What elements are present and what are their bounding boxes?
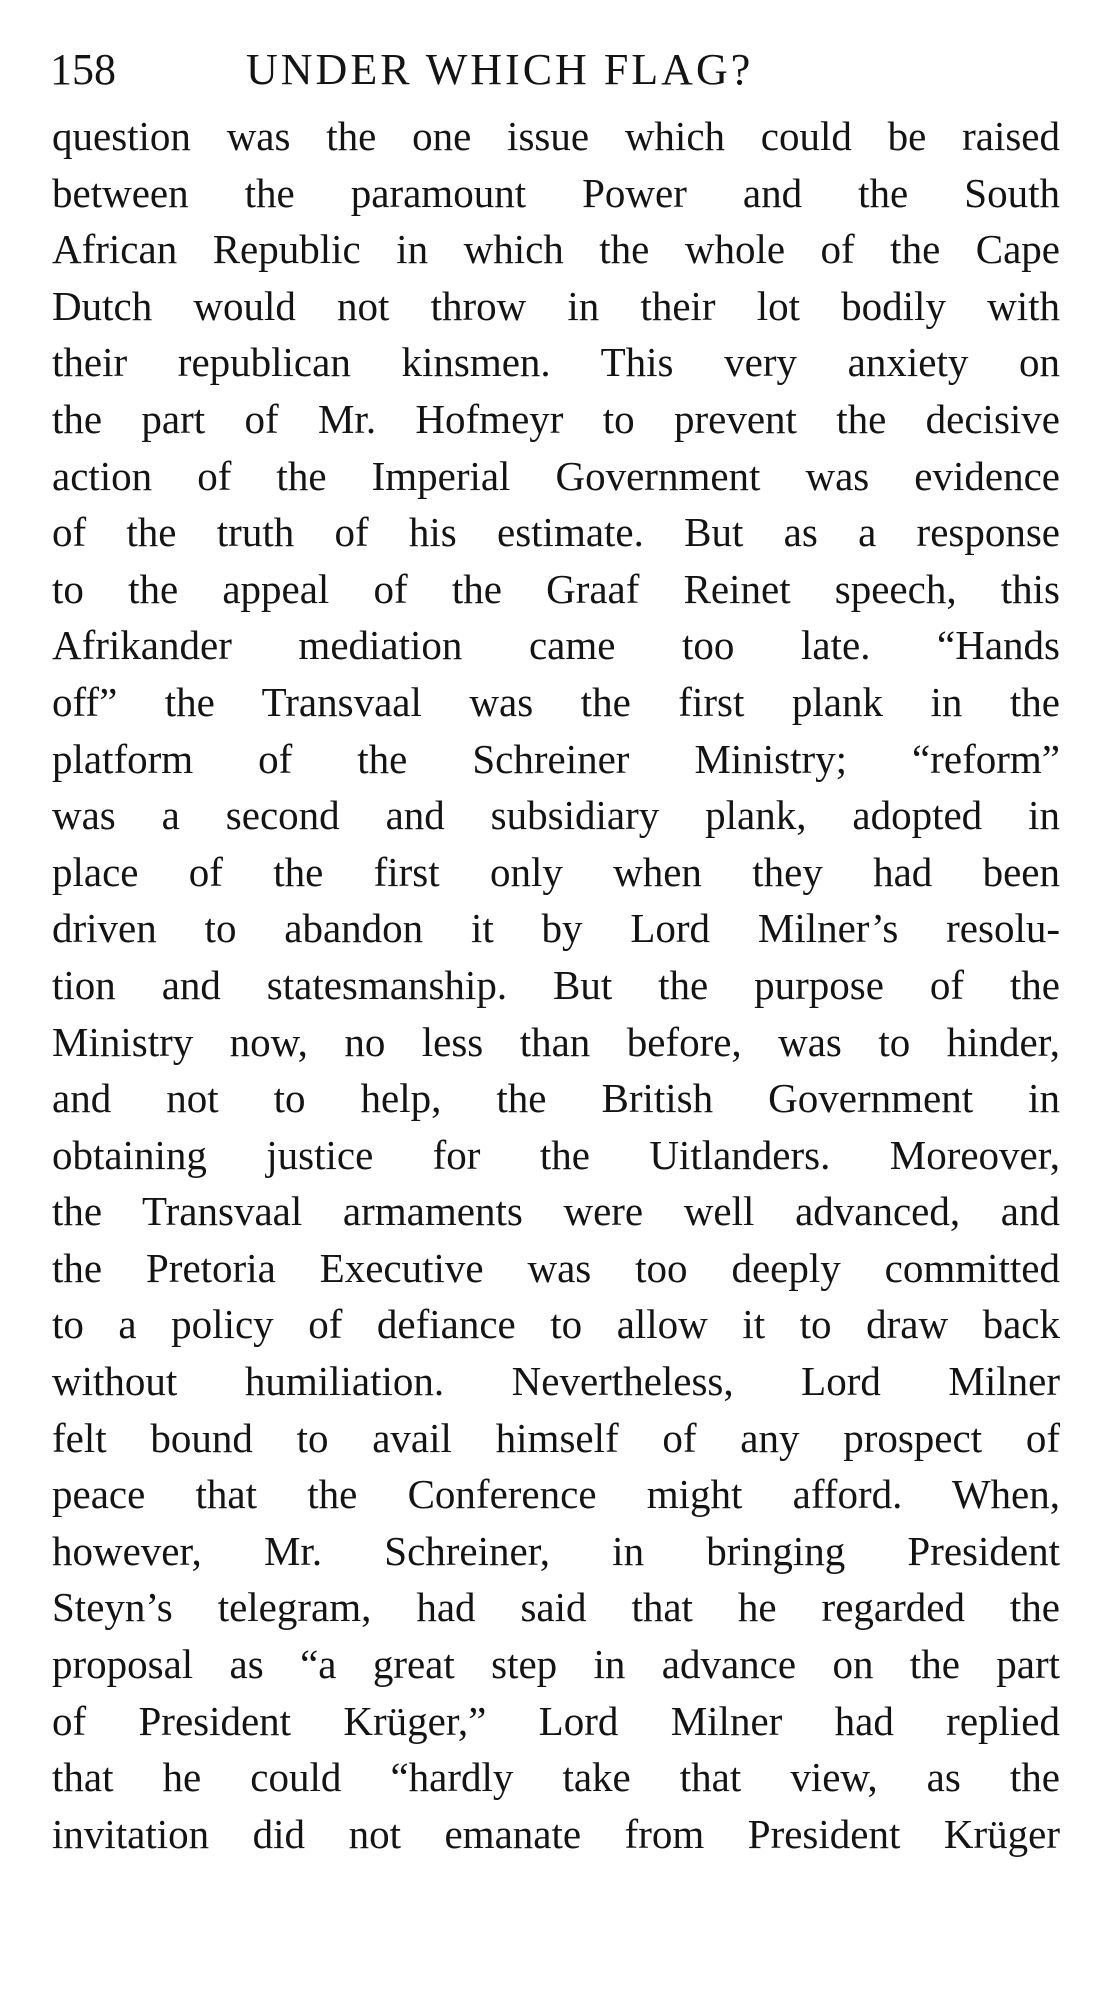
text-line: Dutch would not throw in their lot bodily with xyxy=(52,282,1060,329)
text-line: peace that the Conference might afford. When, xyxy=(52,1471,1060,1518)
text-line: without humiliation. Nevertheless, Lord Milner xyxy=(52,1358,1060,1405)
text-line: off” the Transvaal was the first plank in the xyxy=(52,678,1060,725)
text-line: the part of Mr. Hofmeyr to prevent the decisive xyxy=(52,395,1060,442)
text-line: and not to help, the British Government in xyxy=(52,1075,1060,1122)
running-title: UNDER WHICH FLAG? xyxy=(246,45,754,94)
text-line: however, Mr. Schreiner, in bringing President xyxy=(52,1527,1060,1574)
text-line: that he could “hardly take that view, as the xyxy=(52,1754,1060,1801)
text-line: tion and statesmanship. But the purpose of the xyxy=(52,961,1060,1008)
text-line: of the truth of his estimate. But as a response xyxy=(52,509,1060,556)
page-number: 158 xyxy=(50,45,116,94)
text-line: between the paramount Power and the South xyxy=(52,169,1060,216)
body-text xyxy=(52,108,1060,1862)
text-line: place of the first only when they had been xyxy=(52,848,1060,895)
text-line: the Transvaal armaments were well advanced, and xyxy=(52,1188,1060,1235)
text-line: obtaining justice for the Uitlanders. Moreover, xyxy=(52,1131,1060,1178)
text-line: African Republic in which the whole of the Cape xyxy=(52,226,1060,273)
text-line: was a second and subsidiary plank, adopted in xyxy=(52,792,1060,839)
text-line: Steyn’s telegram, had said that he regarded the xyxy=(52,1584,1060,1631)
text-line: question was the one issue which could be raised xyxy=(52,113,1060,159)
text-line: invitation did not emanate from President Krüger xyxy=(52,1810,1060,1857)
text-line: to the appeal of the Graaf Reinet speech, this xyxy=(52,565,1060,612)
text-line: the Pretoria Executive was too deeply committed xyxy=(52,1244,1060,1291)
text-line: of President Krüger,” Lord Milner had replied xyxy=(52,1697,1060,1744)
text-line: proposal as “a great step in advance on the part xyxy=(52,1641,1060,1688)
running-head xyxy=(50,40,1060,100)
text-line: platform of the Schreiner Ministry; “reform” xyxy=(52,735,1060,782)
text-line: Ministry now, no less than before, was to hinder, xyxy=(52,1018,1060,1065)
text-line: Afrikander mediation came too late. “Hands xyxy=(52,622,1060,669)
text-line: to a policy of defiance to allow it to draw back xyxy=(52,1301,1060,1348)
text-line: their republican kinsmen. This very anxiety on xyxy=(52,339,1060,386)
text-line: action of the Imperial Government was evidence xyxy=(52,452,1060,499)
text-line: driven to abandon it by Lord Milner’s resolu- xyxy=(52,905,1060,952)
text-line: felt bound to avail himself of any prospect of xyxy=(52,1414,1060,1461)
